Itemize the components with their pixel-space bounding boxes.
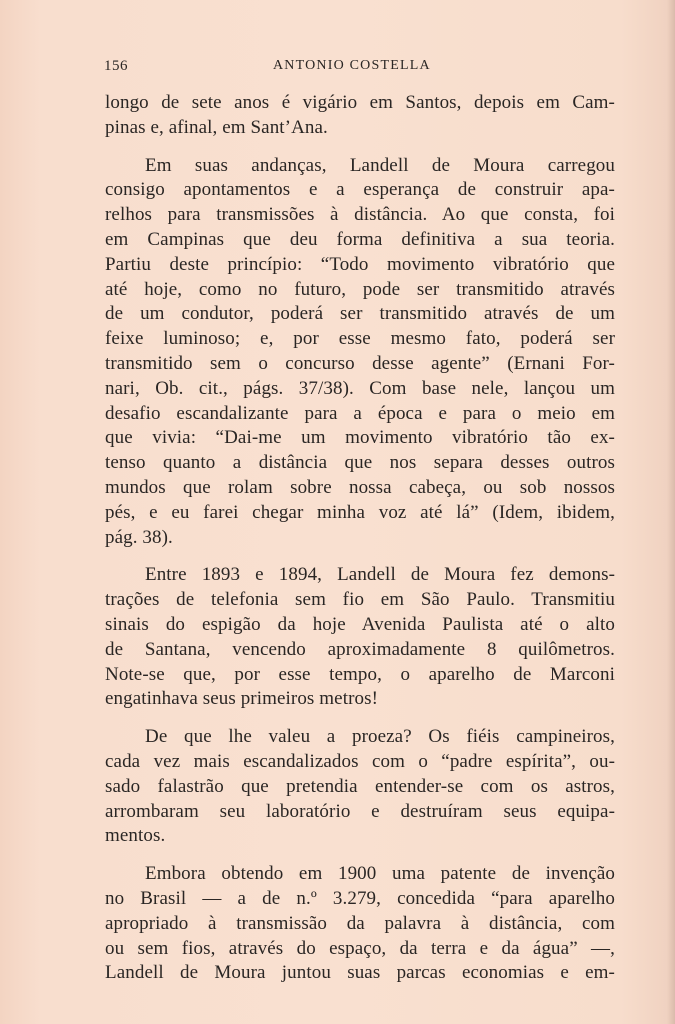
- running-head: ANTONIO COSTELLA: [273, 58, 431, 73]
- paragraph: [105, 91, 615, 141]
- text-line: nari, Ob. cit., págs. 37/38). Com base nele, lançou um: [105, 377, 615, 399]
- text-line: até hoje, como no futuro, pode ser transmitido através: [105, 278, 615, 300]
- text-line: de um condutor, poderá ser transmitido através de um: [105, 303, 615, 325]
- text-line: Entre 1893 e 1894, Landell de Moura fez demons-: [145, 564, 615, 586]
- text-line: ou sem fios, através do espaço, da terra e da água” —,: [105, 937, 615, 959]
- text-line: arrombaram seu laboratório e destruíram seus equipa-: [105, 800, 615, 822]
- text-line: cada vez mais escandalizados com o “padre espírita”, ou-: [105, 750, 615, 772]
- text-line: pés, e eu farei chegar minha voz até lá” (Idem, ibidem,: [105, 501, 615, 523]
- text-line: de Santana, vencendo aproximadamente 8 quilômetros.: [105, 638, 615, 660]
- paragraph: [105, 154, 615, 551]
- text-line: consigo apontamentos e a esperança de construir apa-: [105, 179, 615, 201]
- page-header: [104, 58, 614, 80]
- text-line: De que lhe valeu a proeza? Os fiéis campineiros,: [145, 726, 615, 748]
- body-text: [105, 91, 615, 999]
- text-line: trações de telefonia sem fio em São Paulo. Transmitiu: [105, 589, 615, 611]
- text-line: no Brasil — a de n.º 3.279, concedida “para aparelho: [105, 887, 615, 909]
- text-line: sado falastrão que pretendia entender-se com os astros,: [105, 775, 615, 797]
- text-line: pinas e, afinal, em Sant’Ana.: [105, 116, 328, 138]
- text-line: engatinhava seus primeiros metros!: [105, 688, 379, 710]
- paragraph: [105, 563, 615, 712]
- text-line: desafio escandalizante para a época e para o meio em: [105, 402, 615, 424]
- paragraph: [105, 862, 615, 986]
- text-line: que vivia: “Dai-me um movimento vibratório tão ex-: [105, 427, 615, 449]
- page-number: 156: [104, 58, 128, 74]
- text-line: feixe luminoso; e, por esse mesmo fato, poderá ser: [105, 328, 615, 350]
- text-line: em Campinas que deu forma definitiva a sua teoria.: [105, 228, 615, 250]
- text-line: relhos para transmissões à distância. Ao que consta, foi: [105, 204, 615, 226]
- paragraph: [105, 725, 615, 849]
- text-line: Note-se que, por esse tempo, o aparelho de Marconi: [105, 663, 615, 685]
- text-line: sinais do espigão da hoje Avenida Paulista até o alto: [105, 613, 615, 635]
- text-line: longo de sete anos é vigário em Santos, depois em Cam-: [105, 92, 615, 113]
- text-line: apropriado à transmissão da palavra à distância, com: [105, 912, 615, 934]
- page-edge-shadow: [667, 0, 675, 1024]
- text-line: Em suas andanças, Landell de Moura carregou: [145, 154, 615, 176]
- text-line: Landell de Moura juntou suas parcas economias e em-: [105, 962, 615, 984]
- text-line: pág. 38).: [105, 526, 173, 548]
- text-line: Embora obtendo em 1900 uma patente de invenção: [145, 863, 615, 885]
- text-line: transmitido sem o concurso desse agente” (Ernani For-: [105, 352, 615, 374]
- text-line: tenso quanto a distância que nos separa desses outros: [105, 452, 615, 474]
- text-line: Partiu deste princípio: “Todo movimento vibratório que: [105, 253, 615, 275]
- text-line: mundos que rolam sobre nossa cabeça, ou sob nossos: [105, 476, 615, 498]
- text-line: mentos.: [105, 825, 166, 847]
